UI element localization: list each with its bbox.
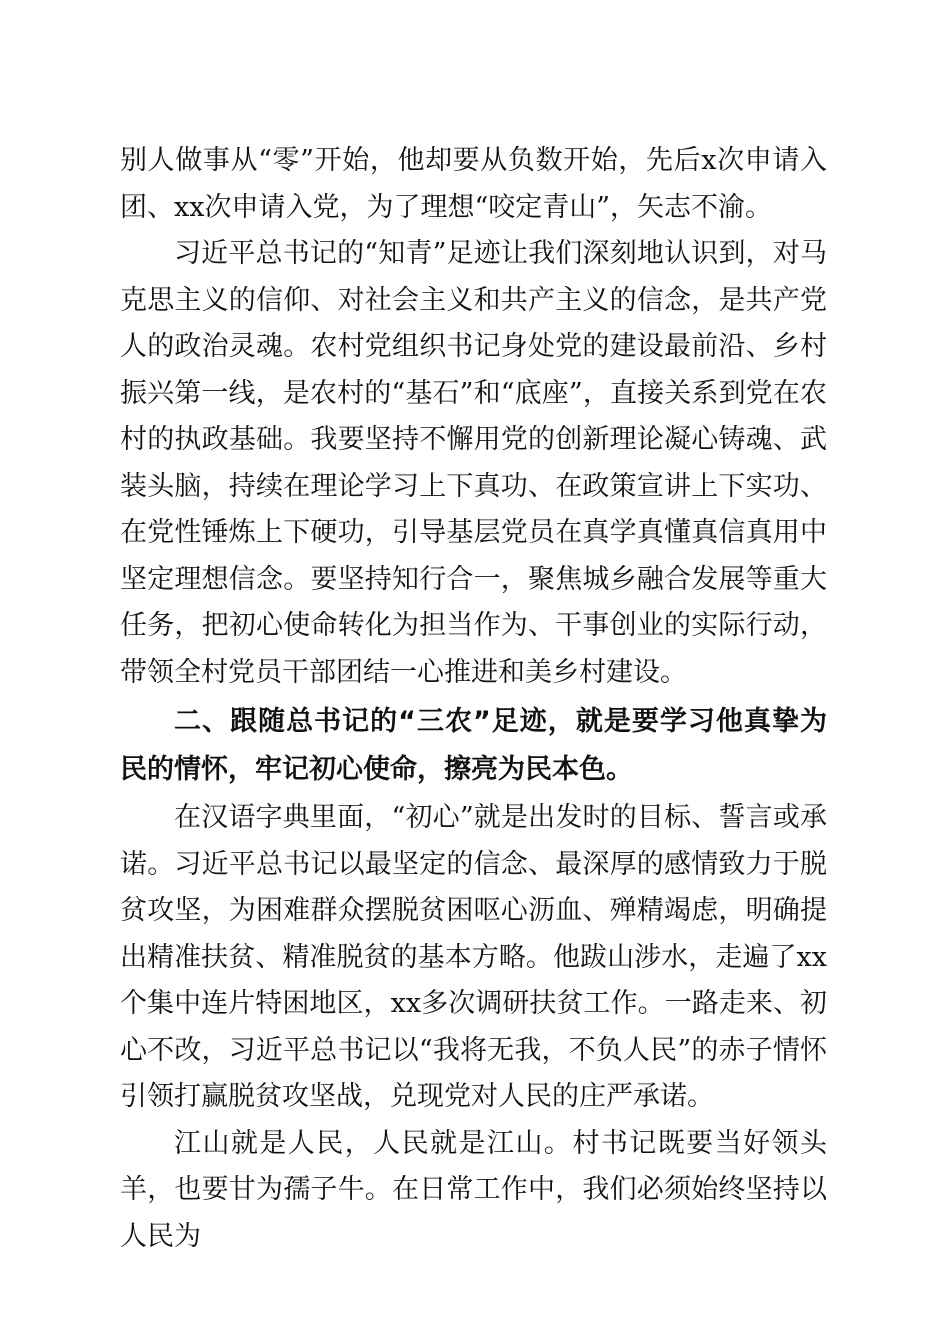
paragraph-faith: 习近平总书记的“知青”足迹让我们深刻地认识到，对马克思主义的信仰、对社会主义和共产主义的信念，是共产党人的政治灵魂。农村党组织书记身处党的建设最前沿、乡村振兴第一线，是农村的“基石”和“底座”，直接关系到党在农村的执政基础。我要坚持不懈用党的创新理论凝心铸魂、武装头脑，持续在理论学习上下真功、在政策宣讲上下实功、在党性锤炼上下硬功，引导基层党员在真学真懂真信真用中坚定理想信念。要坚持知行合一，聚焦城乡融合发展等重大任务，把初心使命转化为担当作为、干事创业的实际行动，带领全村党员干部团结一心推进和美乡村建设。 [120,238,827,688]
document-body [120,138,827,1260]
paragraph-original-aspiration: 在汉语字典里面，“初心”就是出发时的目标、誓言或承诺。习近平总书记以最坚定的信念、最深厚的感情致力于脱贫攻坚，为困难群众摆脱贫困呕心沥血、殚精竭虑，明确提出精准扶贫、精准脱贫的基本方略。他跋山涉水，走遍了xx个集中连片特困地区，xx多次调研扶贫工作。一路走来、初心不改，习近平总书记以“我将无我，不负人民”的赤子情怀引领打赢脱贫攻坚战，兑现党对人民的庄严承诺。 [120,802,827,1112]
paragraph-continuation: 别人做事从“零”开始，他却要从负数开始，先后x次申请入团、xx次申请入党，为了理想“咬定青山”，矢志不渝。 [120,145,827,223]
section-heading-two: 二、跟随总书记的“三农”足迹，就是要学习他真挚为民的情怀，牢记初心使命，擦亮为民本色。 [120,706,827,785]
paragraph-people: 江山就是人民，人民就是江山。村书记既要当好领头羊，也要甘为孺子牛。在日常工作中，我们必须始终坚持以人民为 [120,1127,827,1252]
